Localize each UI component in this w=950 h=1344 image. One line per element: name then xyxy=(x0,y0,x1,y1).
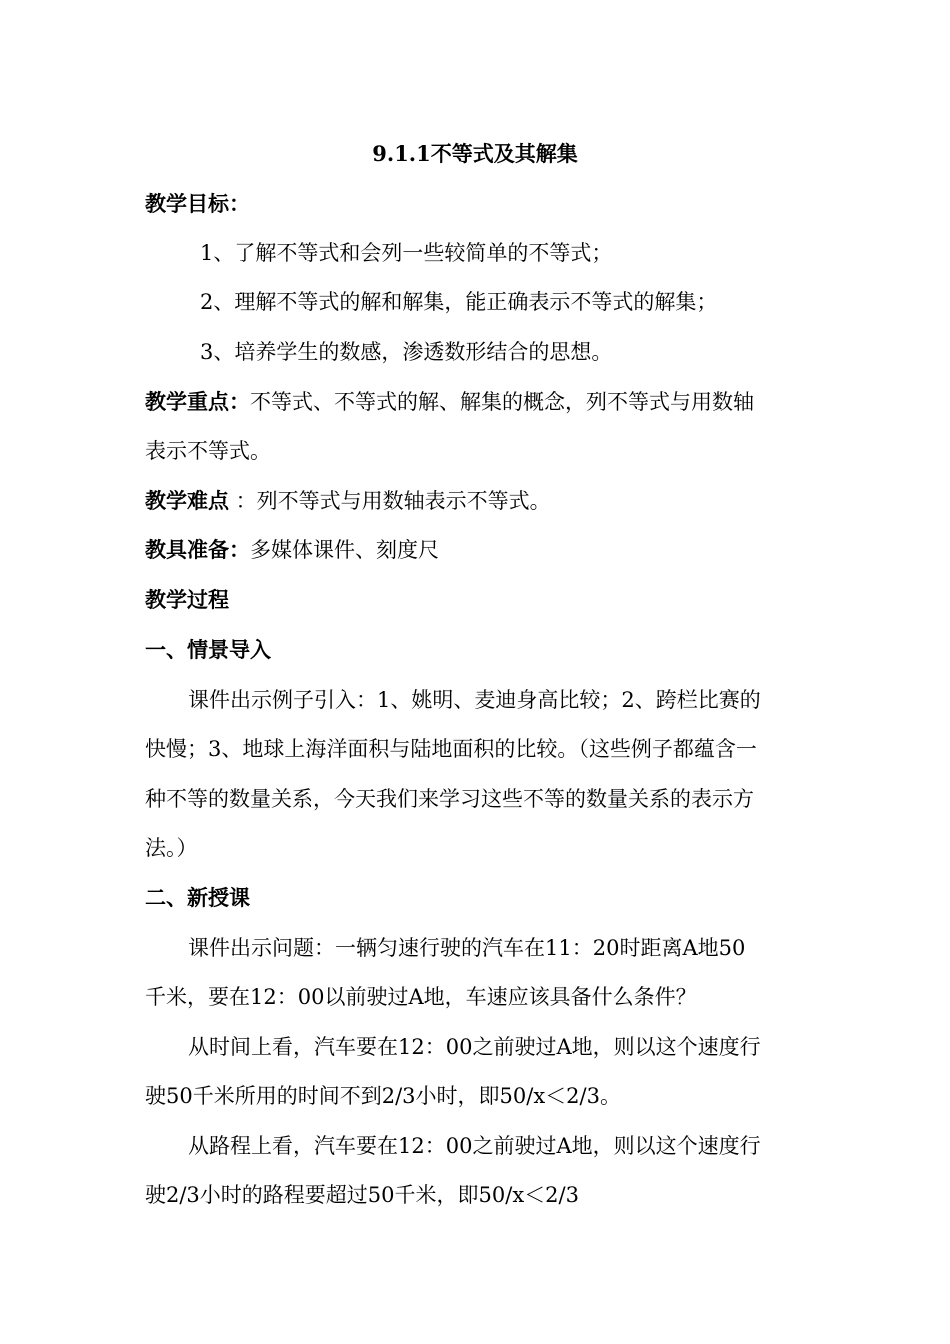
section2-para3-line-1: 从路程上看，汽车要在12：00之前驶过A地，则以这个速度行 xyxy=(188,1134,761,1158)
section1-heading: 一、情景导入 xyxy=(145,637,271,662)
process-label: 教学过程 xyxy=(145,587,229,612)
objective-item-3: 3、培养学生的数感，渗透数形结合的思想。 xyxy=(200,340,613,364)
key-points-line-1 xyxy=(145,387,810,417)
section2-para3-line-2: 驶2/3小时的路程要超过50千米，即50/x＜2/3 xyxy=(145,1183,579,1207)
key-points-text-2: 表示不等式。 xyxy=(145,439,271,463)
document-title: 9.1.1不等式及其解集 xyxy=(372,141,578,166)
tools-text: 多媒体课件、刻度尺 xyxy=(250,538,439,562)
objectives-label: 教学目标： xyxy=(145,191,250,216)
section1-line-4: 法。） xyxy=(145,836,198,860)
tools-label: 教具准备： xyxy=(145,537,250,562)
section1-line-3: 种不等的数量关系，今天我们来学习这些不等的数量关系的表示方 xyxy=(145,787,754,811)
section2-para2-line-2: 驶50千米所用的时间不到2/3小时，即50/x＜2/3。 xyxy=(145,1084,621,1108)
section2-para1-line-2: 千米，要在12：00以前驶过A地，车速应该具备什么条件？ xyxy=(145,985,697,1009)
objective-item-1: 1、了解不等式和会列一些较简单的不等式； xyxy=(200,241,613,265)
difficulties-label: 教学难点 xyxy=(145,488,229,513)
objective-item-2: 2、理解不等式的解和解集，能正确表示不等式的解集； xyxy=(200,290,718,314)
section1-line-1: 课件出示例子引入：1、姚明、麦迪身高比较；2、跨栏比赛的 xyxy=(188,688,761,712)
tools-line xyxy=(145,535,810,565)
difficulties-text: ：列不等式与用数轴表示不等式。 xyxy=(229,489,551,513)
key-points-text-1: 不等式、不等式的解、解集的概念，列不等式与用数轴 xyxy=(250,390,754,414)
difficulties-line xyxy=(145,486,810,516)
section2-para1-line-1: 课件出示问题：一辆匀速行驶的汽车在11：20时距离A地50 xyxy=(188,936,746,960)
key-points-label: 教学重点： xyxy=(145,389,250,414)
section1-line-2: 快慢；3、地球上海洋面积与陆地面积的比较。（这些例子都蕴含一 xyxy=(145,737,757,761)
section2-para2-line-1: 从时间上看，汽车要在12：00之前驶过A地，则以这个速度行 xyxy=(188,1035,761,1059)
section2-heading: 二、新授课 xyxy=(145,885,250,910)
